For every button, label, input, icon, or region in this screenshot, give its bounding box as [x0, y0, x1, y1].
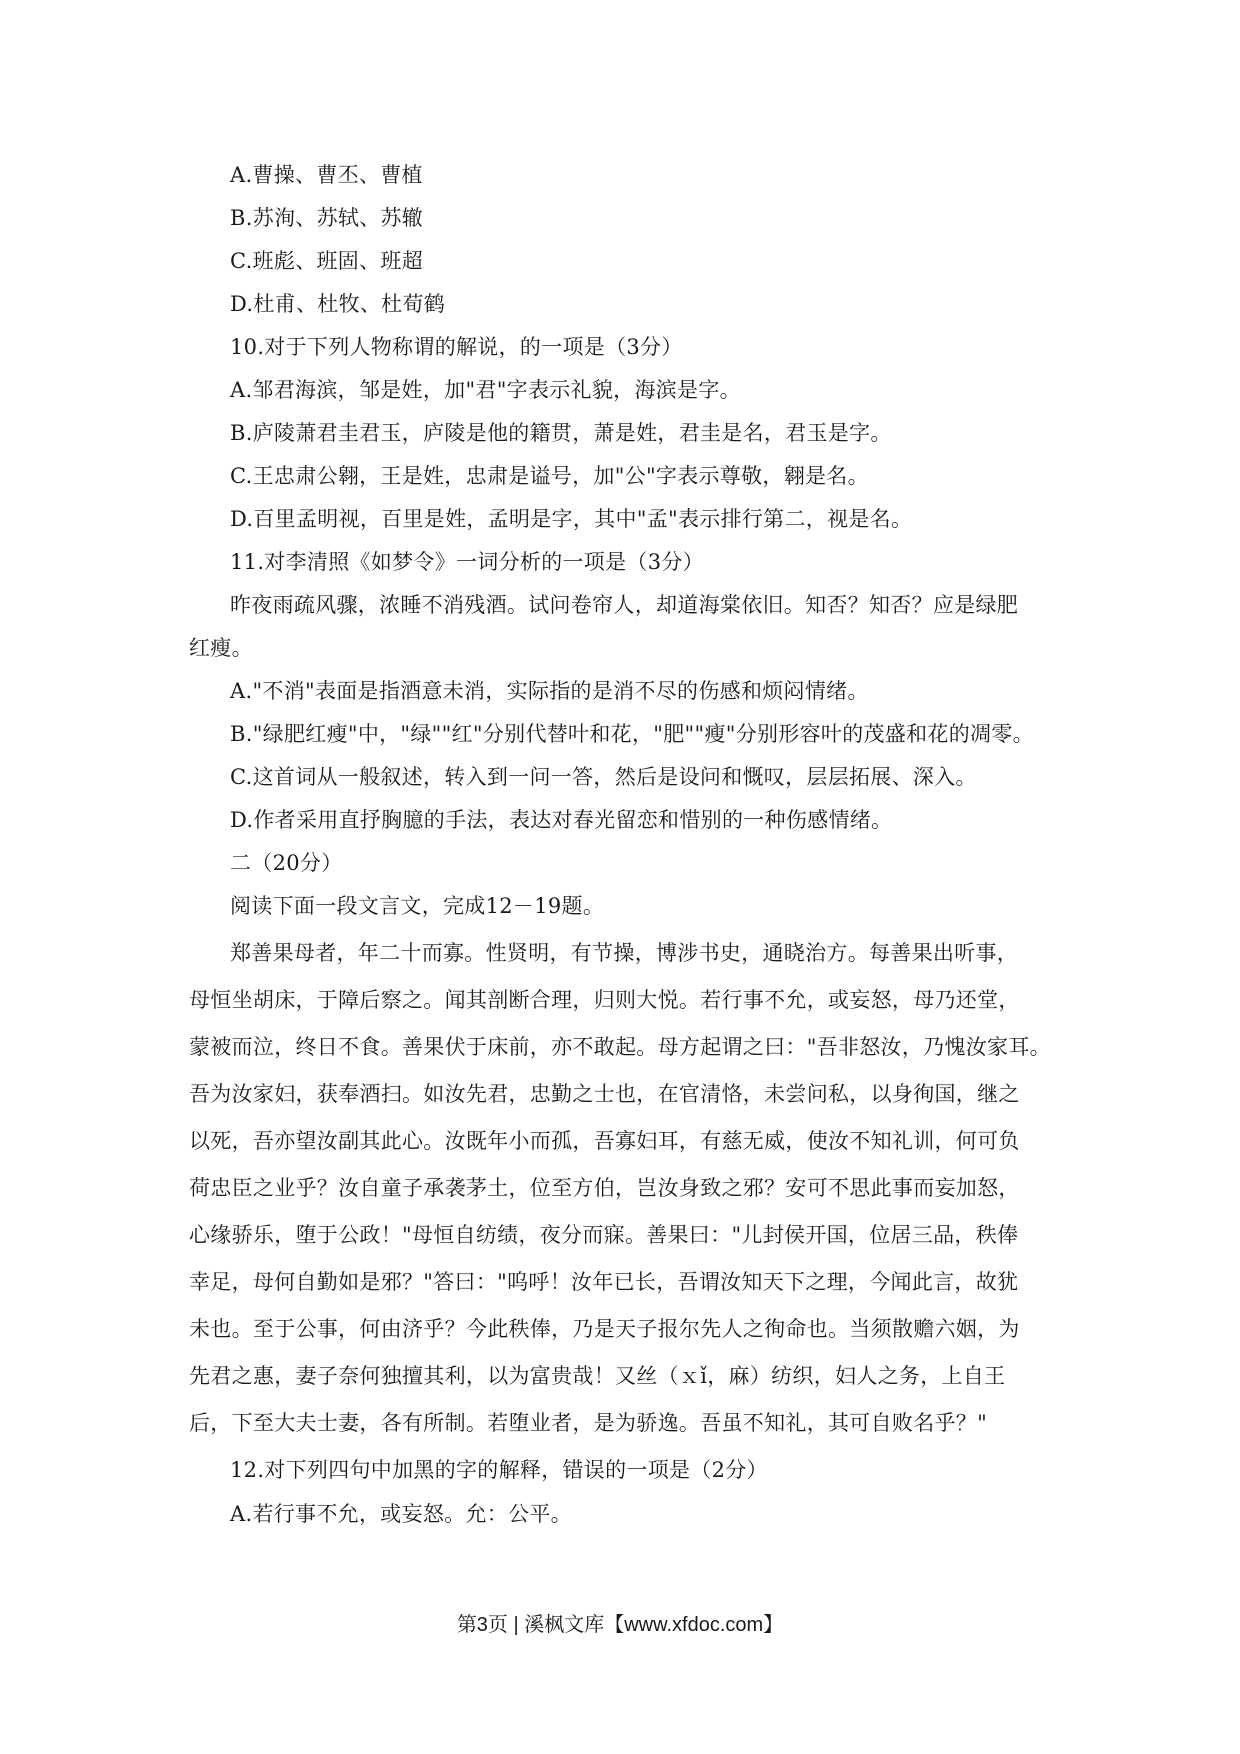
q12-stem: 12.对下列四句中加黑的字的解释，错误的一项是（2分）: [230, 1458, 768, 1482]
q11-option-a: A."不消"表面是指酒意未消，实际指的是消不尽的伤感和烦闷情绪。: [230, 679, 869, 703]
q12-option-a: A.若行事不允，或妄怒。允：公平。: [230, 1502, 572, 1526]
passage-line: 吾为汝家妇，获奉酒扫。如汝先君，忠勤之士也，在官清恪，未尝问私，以身徇国，继之: [189, 1082, 1020, 1106]
q10-option-a: A.邹君海滨，邹是姓，加"君"字表示礼貌，海滨是字。: [230, 378, 741, 402]
q9-option-c: C.班彪、班固、班超: [230, 249, 423, 273]
q11-poem-line-1: 昨夜雨疏风骤，浓睡不消残酒。试问卷帘人，却道海棠依旧。知否？知否？应是绿肥: [230, 593, 1019, 617]
q11-option-c: C.这首词从一般叙述，转入到一问一答，然后是设问和慨叹，层层拓展、深入。: [230, 765, 977, 789]
passage-line: 未也。至于公事，何由济乎？今此秩俸，乃是天子报尔先人之徇命也。当须散赡六姻，为: [189, 1317, 1020, 1341]
passage-line: 幸足，母何自勤如是邪？"答曰："呜呼！汝年已长，吾谓汝知天下之理，今闻此言，故犹: [189, 1270, 1019, 1294]
q9-option-d: D.杜甫、杜牧、杜荀鹤: [230, 292, 446, 316]
q10-option-b: B.庐陵萧君圭君玉，庐陵是他的籍贯，萧是姓，君圭是名，君玉是字。: [230, 421, 892, 445]
section-2-intro: 阅读下面一段文言文，完成12－19题。: [230, 894, 605, 918]
passage-line: 心缘骄乐，堕于公政！"母恒自纺绩，夜分而寐。善果曰："儿封侯开国，位居三品，秩俸: [189, 1223, 1019, 1247]
section-2-heading: 二（20分）: [230, 851, 343, 875]
q9-option-b: B.苏洵、苏轼、苏辙: [230, 206, 424, 230]
passage-line: 母恒坐胡床，于障后察之。闻其剖断合理，归则大悦。若行事不允，或妄怒，母乃还堂，: [189, 988, 1020, 1012]
passage-line: 荷忠臣之业乎？汝自童子承袭茅土，位至方伯，岂汝身致之邪？安可不思此事而妄加怒，: [189, 1176, 1020, 1200]
page-footer: 第3页 | 溪枫文库【www.xfdoc.com】: [456, 1614, 784, 1636]
q10-stem: 10.对于下列人物称谓的解说，的一项是（3分）: [230, 335, 683, 359]
q11-poem-line-2: 红瘦。: [189, 636, 253, 660]
passage-line: 郑善果母者，年二十而寡。性贤明，有节操，博涉书史，通晓治方。每善果出听事，: [230, 941, 1019, 965]
q10-option-d: D.百里孟明视，百里是姓，孟明是字，其中"孟"表示排行第二，视是名。: [230, 507, 913, 531]
passage-line: 先君之惠，妻子奈何独擅其利，以为富贵哉！又丝（ｘǐ，麻）纺织，妇人之务，上自王: [189, 1364, 1006, 1388]
q11-option-b: B."绿肥红瘦"中，"绿""红"分别代替叶和花，"肥""瘦"分别形容叶的茂盛和花的凋零。: [230, 722, 1034, 746]
q9-option-a: A.曹操、曹丕、曹植: [230, 163, 423, 187]
passage-line: 蒙被而泣，终日不食。善果伏于床前，亦不敢起。母方起谓之曰："吾非怒汝，乃愧汝家耳。: [189, 1035, 1051, 1059]
passage-line: 以死，吾亦望汝副其此心。汝既年小而孤，吾寡妇耳，有慈无威，使汝不知礼训，何可负: [189, 1129, 1020, 1153]
passage-line: 后，下至大夫士妻，各有所制。若堕业者，是为骄逸。吾虽不知礼，其可自败名乎？": [189, 1411, 988, 1435]
q11-option-d: D.作者采用直抒胸臆的手法，表达对春光留恋和惜别的一种伤感情绪。: [230, 808, 893, 832]
q10-option-c: C.王忠肃公翱，王是姓，忠肃是谥号，加"公"字表示尊敬，翱是名。: [230, 464, 869, 488]
q11-stem: 11.对李清照《如梦令》一词分析的一项是（3分）: [230, 550, 704, 574]
